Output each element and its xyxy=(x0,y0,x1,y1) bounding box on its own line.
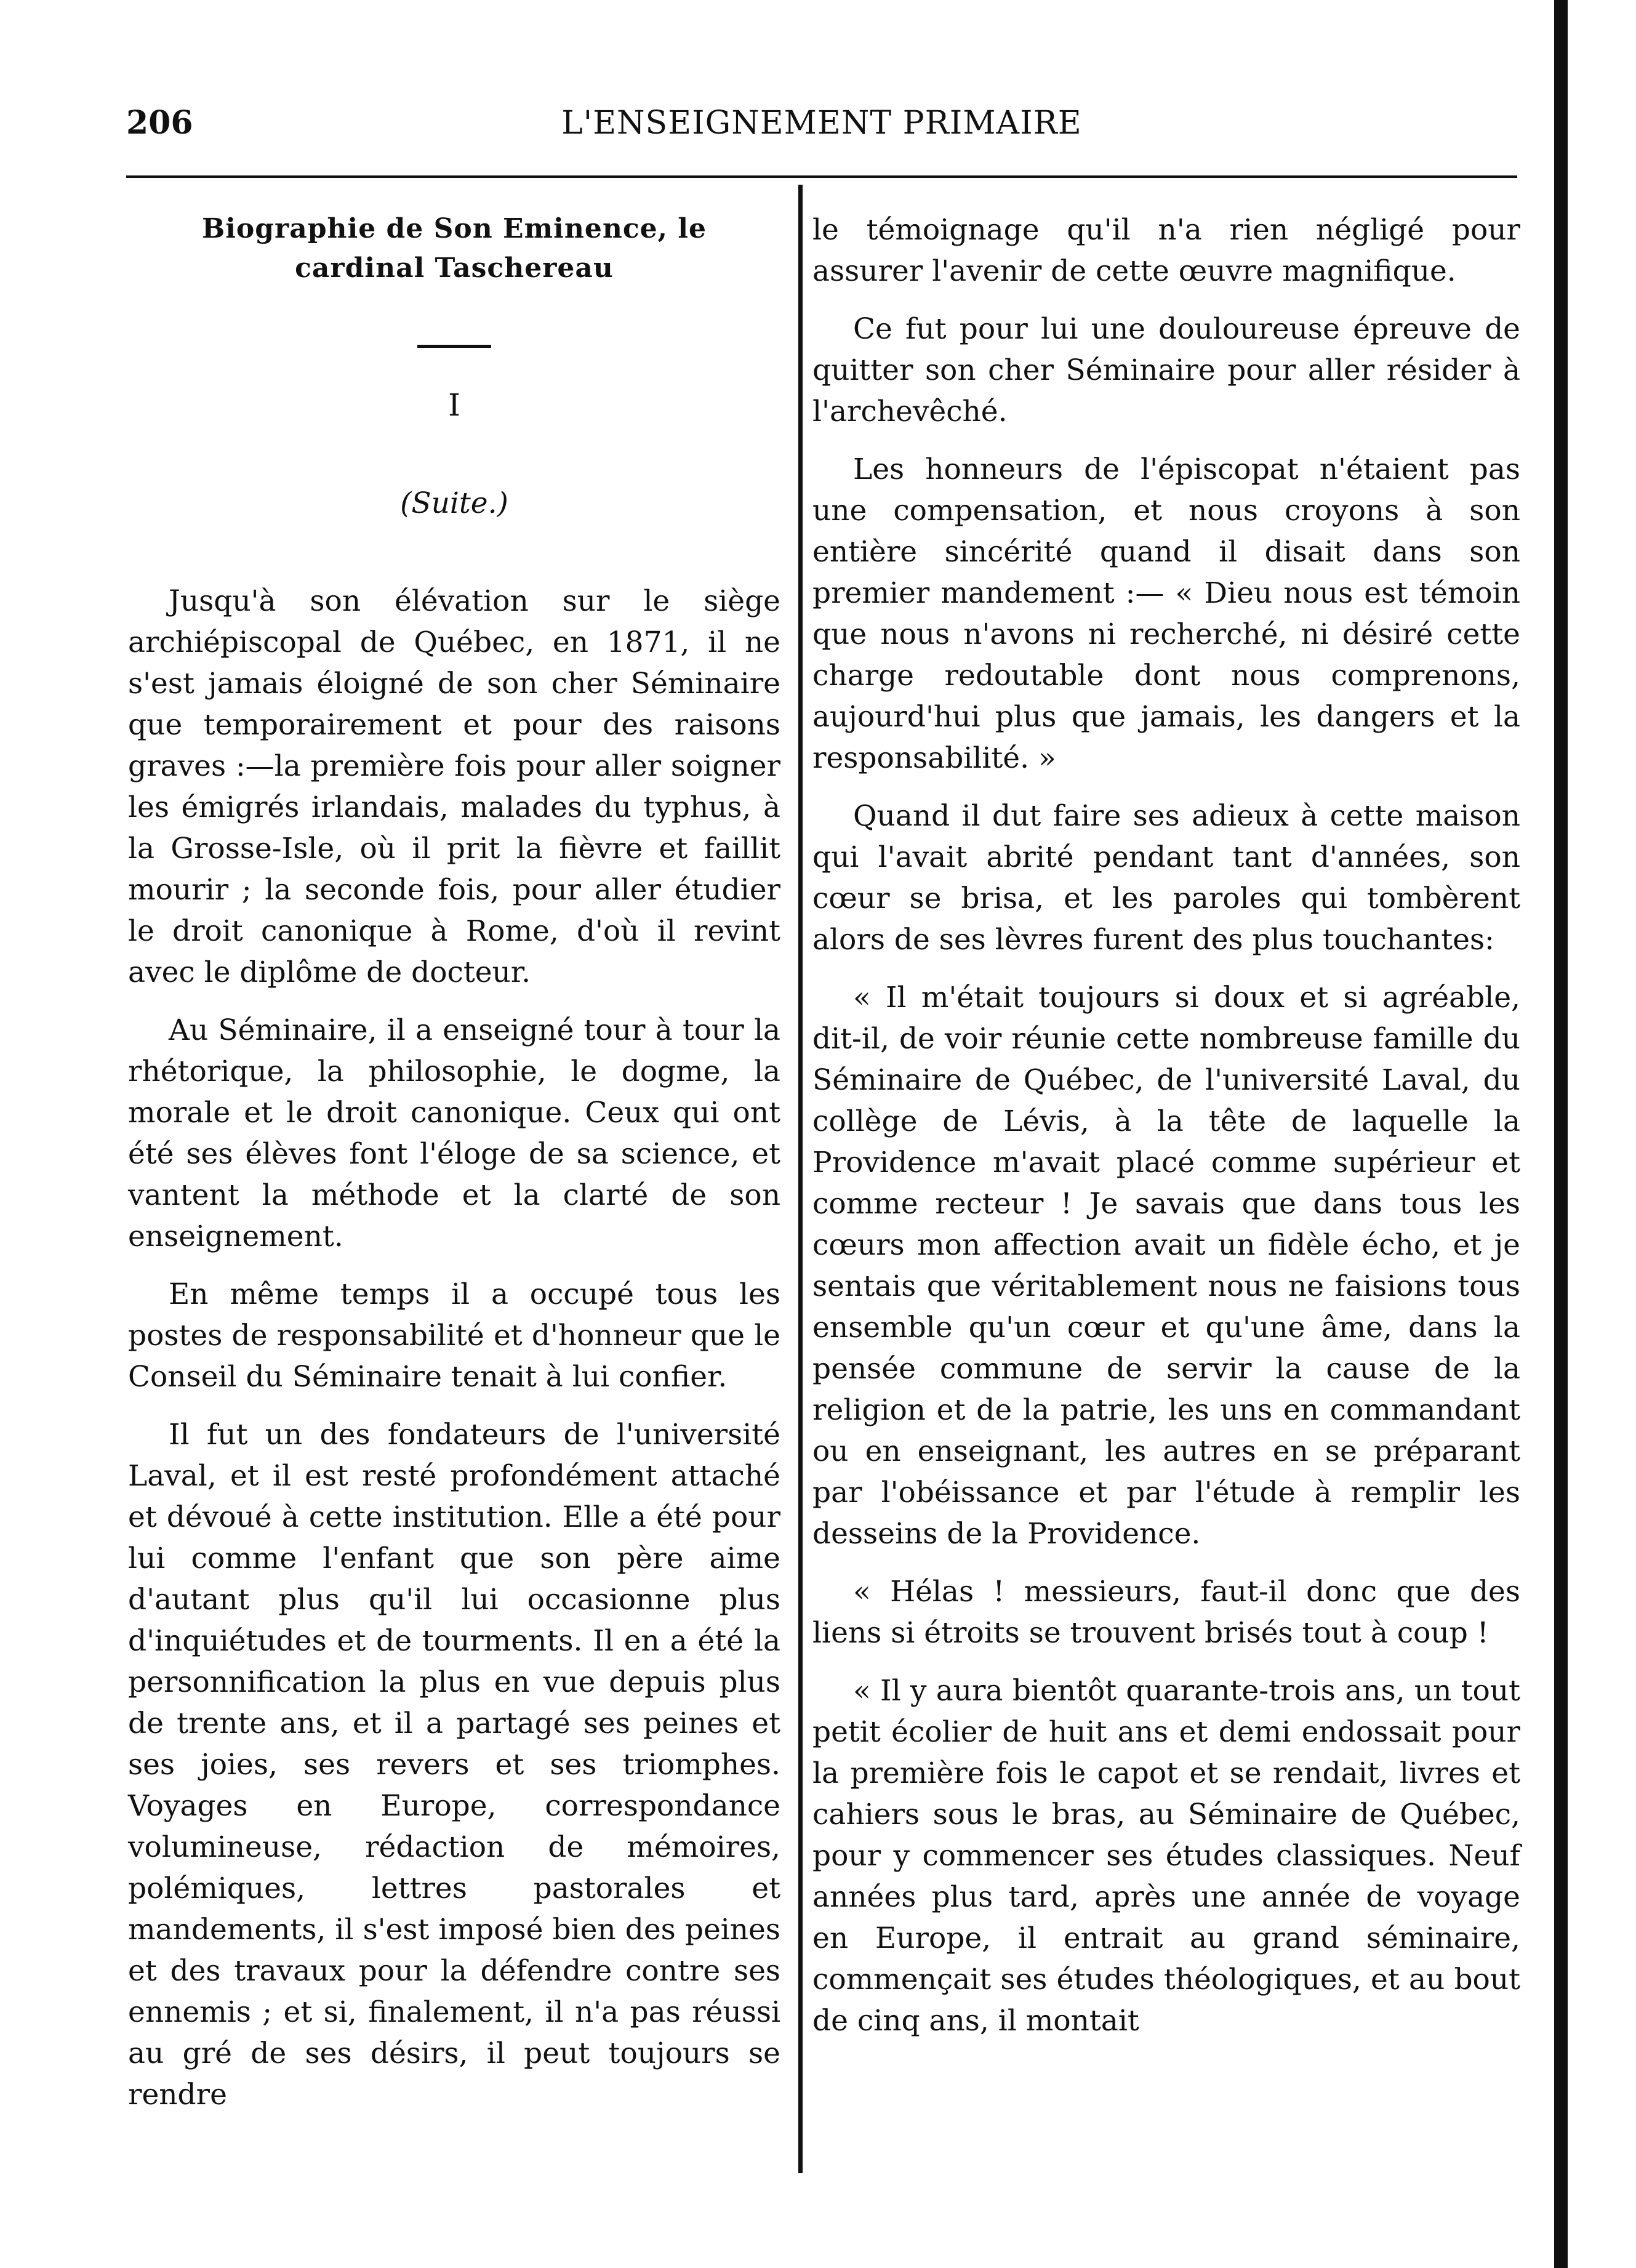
section-numeral: I xyxy=(448,387,460,423)
paragraph: Jusqu'à son élévation sur le siège archiépiscopal de Québec, en 1871, il ne s'est jamais éloigné de son cher Séminaire que temporairement et pour des raisons graves :—la première fois pour aller soigner les émigrés irlandais, malades du typhus, à la Grosse-Isle, où il prit la fièvre et faillit mourir ; la seconde fois, pour aller étudier le droit canonique à Rome, d'où il revint avec le diplôme de docteur. xyxy=(128,584,780,989)
paragraph: Les honneurs de l'épiscopat n'étaient pas une compensation, et nous croyons à son entière sincérité quand il disait dans son premier mandement :— « Dieu nous est témoin que nous n'avons ni recherché, ni désiré cette charge redoutable dont nous comprenons, aujourd'hui plus que jamais, les dangers et la responsabilité. » xyxy=(812,452,1520,775)
binding-edge xyxy=(1554,0,1568,2268)
paragraph: Quand il dut faire ses adieux à cette maison qui l'avait abrité pendant tant d'années, son cœur se brisa, et les paroles qui tombèrent alors de ses lèvres furent des plus touchantes: xyxy=(812,799,1520,957)
paragraph: « Il m'était toujours si doux et si agréable, dit-il, de voir réunie cette nombreuse famille du Séminaire de Québec, de l'université Laval, du collège de Lévis, à la tête de laquelle la Providence m'avait placé comme supérieur et comme recteur ! Je savais que dans tous les cœurs mon affection avait un fidèle écho, et je sentais que véritablement nous ne faisions tous ensemble qu'un cœur et qu'une âme, dans la pensée commune de servir la cause de la religion et de la patrie, les uns en commandant ou en enseignant, les autres en se préparant par l'obéissance et par l'étude à remplir les desseins de la Providence. xyxy=(812,981,1520,1551)
paragraph: « Il y aura bientôt quarante-trois ans, un tout petit écolier de huit ans et demi endossait pour la première fois le capot et se rendait, livres et cahiers sous le bras, au Séminaire de Québec, pour y commencer ses études classiques. Neuf années plus tard, après une année de voyage en Europe, il entrait au grand séminaire, commençait ses études théologiques, et au bout de cinq ans, il montait xyxy=(812,1674,1520,2038)
paragraph: Il fut un des fondateurs de l'université Laval, et il est resté profondément attaché et dévoué à cette institution. Elle a été pour lui comme l'enfant que son père aime d'autant plus qu'il lui occasionne plus d'inquiétudes et de tourments. Il en a été la personnification la plus en vue depuis plus de trente ans, et il a partagé ses peines et ses joies, ses revers et ses triomphes. Voyages en Europe, correspondance volumineuse, rédaction de mémoires, polémiques, lettres pastorales et mandements, il s'est imposé bien des peines et des travaux pour la défendre contre ses ennemis ; et si, finalement, il n'a pas réussi au gré de ses désirs, il peut toujours se rendre xyxy=(128,1418,780,2112)
running-head xyxy=(126,99,1517,148)
article-title: Biographie de Son Eminence, le cardinal Taschereau xyxy=(202,213,707,284)
header-rule xyxy=(126,175,1517,178)
continuation-note: (Suite.) xyxy=(400,486,508,520)
left-column xyxy=(128,209,780,2132)
paragraph: En même temps il a occupé tous les postes de responsabilité et d'honneur que le Conseil du Séminaire tenait à lui confier. xyxy=(128,1277,780,1394)
paragraph: Au Séminaire, il a enseigné tour à tour la rhétorique, la philosophie, le dogme, la morale et le droit canonique. Ceux qui ont été ses élèves font l'éloge de sa science, et vantent la méthode et la clarté de son enseignement. xyxy=(128,1013,780,1253)
page-number: 206 xyxy=(126,104,193,142)
journal-title: L'ENSEIGNEMENT PRIMAIRE xyxy=(561,105,1082,142)
continued-paragraph: le témoignage qu'il n'a rien négligé pour assurer l'avenir de cette œuvre magnifique. xyxy=(812,213,1520,288)
paragraph: Ce fut pour lui une douloureuse épreuve de quitter son cher Séminaire pour aller résider à l'archevêché. xyxy=(812,312,1520,428)
title-separator xyxy=(417,345,491,348)
right-column xyxy=(812,209,1520,2058)
paragraph: « Hélas ! messieurs, faut-il donc que des liens si étroits se trouvent brisés tout à coup ! xyxy=(812,1575,1520,1650)
column-divider xyxy=(798,185,803,2173)
